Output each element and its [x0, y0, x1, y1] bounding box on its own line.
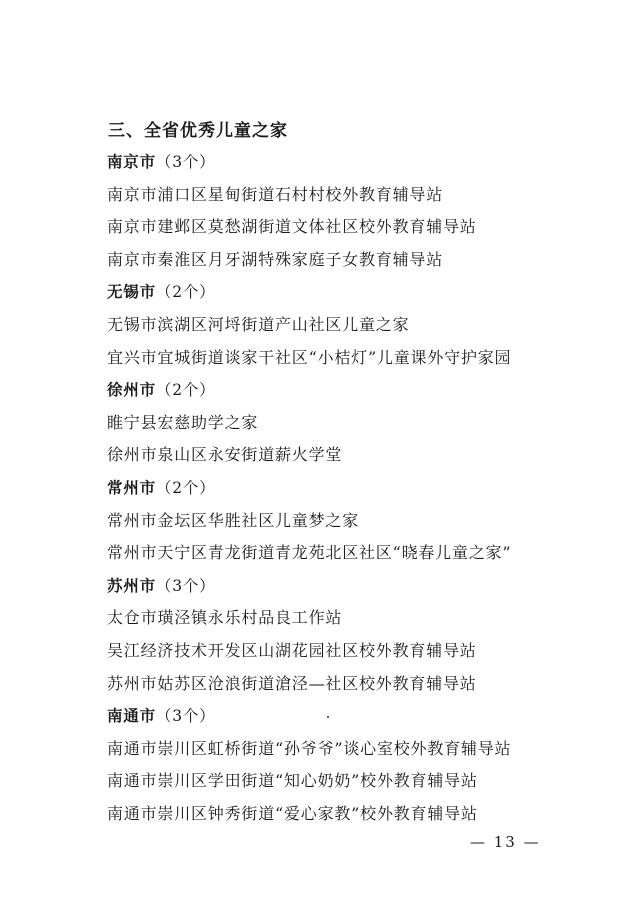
- list-item: 常州市金坛区华胜社区儿童梦之家: [107, 510, 360, 530]
- city-heading: [107, 700, 627, 733]
- city-count: （2个）: [155, 478, 216, 497]
- list-item: 睢宁县宏慈助学之家: [107, 412, 259, 432]
- city-count: （3个）: [155, 153, 216, 171]
- list-item: 南通市崇川区钟秀街道“爱心家教”校外教育辅导站: [107, 803, 478, 823]
- city-count: （3个）: [155, 707, 216, 726]
- list-item: 徐州市泉山区永安街道薪火学堂: [107, 445, 343, 465]
- city-count: （3个）: [155, 576, 216, 595]
- city-name: 徐州市: [107, 381, 156, 400]
- city-count: （2个）: [155, 381, 216, 400]
- list-item: 南通市崇川区虹桥街道“孙爷爷”谈心室校外教育辅导站: [107, 738, 512, 758]
- list-item: 无锡市滨湖区河埒街道产山社区儿童之家: [107, 314, 410, 334]
- city-name: 常州市: [107, 478, 156, 497]
- page-number: — 13 —: [470, 833, 541, 851]
- list-item: 吴江经济技术开发区山湖花园社区校外教育辅导站: [107, 640, 477, 660]
- list-item: 苏州市姑苏区沧浪街道滄泾—社区校外教育辅导站: [107, 673, 477, 693]
- city-count: （2个）: [155, 283, 216, 302]
- city-name: 南通市: [107, 707, 156, 726]
- list-item: 太仓市璜泾镇永乐村品良工作站: [107, 608, 343, 628]
- award-list: [107, 146, 627, 830]
- list-item: 宜兴市宜城街道谈家干社区“小桔灯”儿童课外守护家园: [107, 347, 512, 367]
- city-heading: [107, 472, 627, 505]
- city-heading: [107, 146, 627, 179]
- list-item: 南通市崇川区学田街道“知心奶奶”校外教育辅导站: [107, 771, 478, 791]
- city-heading: [107, 276, 627, 309]
- city-heading: [107, 570, 627, 603]
- city-name: 苏州市: [107, 576, 156, 595]
- list-item: 南京市浦口区星甸街道石村村校外教育辅导站: [107, 184, 444, 204]
- list-item: 南京市秦淮区月牙湖特殊家庭子女教育辅导站: [107, 249, 444, 269]
- city-heading: [107, 374, 627, 407]
- list-item: 常州市天宁区青龙街道青龙苑北区社区“晓春儿童之家”: [107, 543, 512, 563]
- city-name: 南京市: [107, 153, 156, 171]
- section-title: 三、全省优秀儿童之家: [108, 121, 288, 141]
- list-item: 南京市建邺区莫愁湖街道文体社区校外教育辅导站: [107, 217, 477, 237]
- city-name: 无锡市: [107, 283, 156, 302]
- scan-speck: [327, 716, 329, 718]
